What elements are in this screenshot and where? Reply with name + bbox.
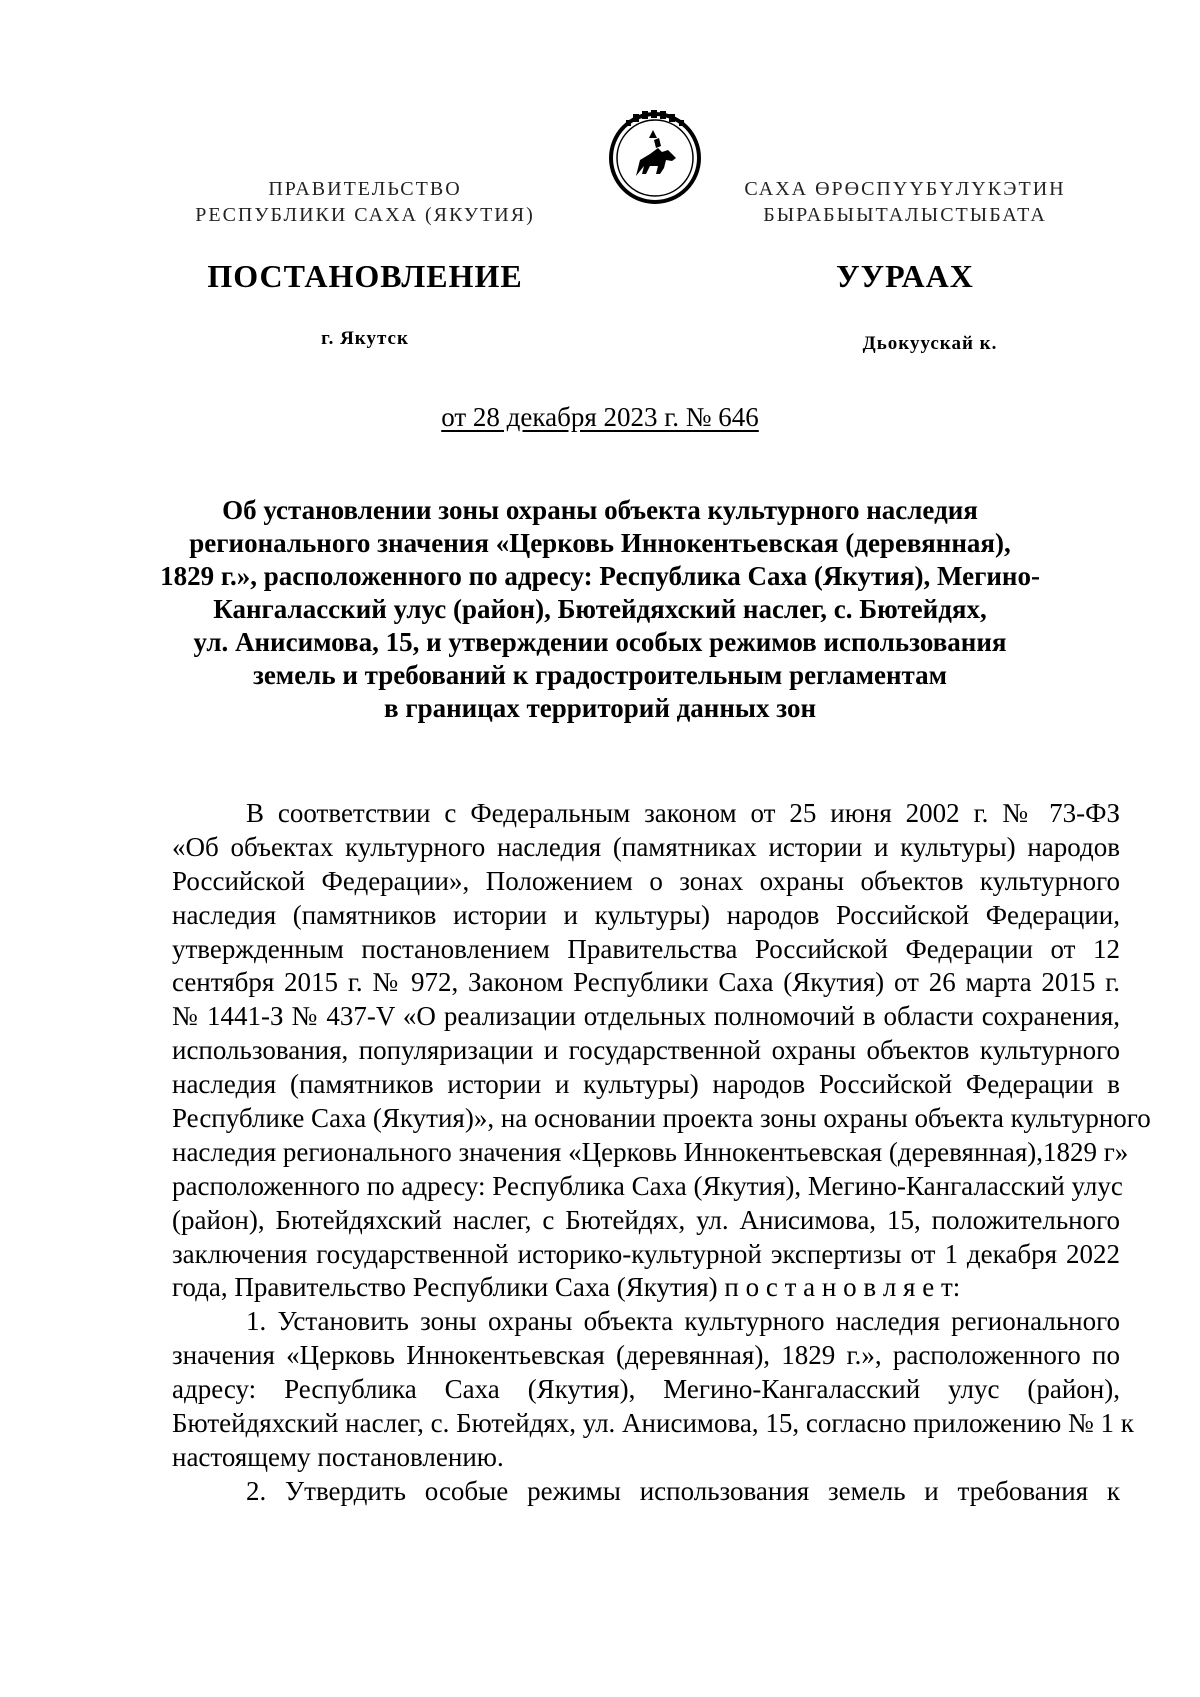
body-line: адресу: Республика Саха (Якутия), Мегино-Кангаласский улус (район), [172, 1374, 1120, 1405]
body-line: расположенного по адресу: Республика Саха (Якутия), Мегино-Кангаласский улус [172, 1170, 1123, 1201]
body-line: значения «Церковь Иннокентьевская (деревянная), 1829 г.», расположенного по [172, 1340, 1120, 1371]
header-left [170, 176, 560, 228]
body-line: сентября 2015 г. № 972, Законом Республики Саха (Якутия) от 26 марта 2015 г. [172, 967, 1120, 998]
header-right [690, 176, 1120, 228]
title-line: Об установлении зоны охраны объекта культурного наследия [222, 495, 978, 525]
body-line: 2. Утвердить особые режимы использования земель и требования к [246, 1475, 1120, 1506]
body-line: утвержденным постановлением Правительства Российской Федерации от 12 [172, 933, 1120, 964]
title-line: Кангаласский улус (район), Бютейдяхский наслег, с. Бютейдях, [213, 594, 987, 624]
body-line: 1. Установить зоны охраны объекта культурного наследия регионального [246, 1306, 1120, 1337]
body-line: года, Правительство Республики Саха (Якутия) п о с т а н о в л я е т: [172, 1272, 961, 1303]
document-date-number [170, 402, 1030, 433]
body-line: наследия (памятников истории и культуры) народов Российской Федерации, [172, 899, 1120, 930]
header-left-line1: ПРАВИТЕЛЬСТВО [268, 178, 462, 200]
city-russian: г. Якутск [321, 328, 409, 349]
body-line: Республике Саха (Якутия)», на основании проекта зоны охраны объекта культурного [172, 1103, 1151, 1134]
doc-type-yakut: УУРААХ [836, 258, 974, 294]
body-line: № 1441-З № 437-V «О реализации отдельных полномочий в области сохранения, [172, 1001, 1120, 1032]
body-line: использования, популяризации и государственной охраны объектов культурного [172, 1035, 1120, 1066]
document-title [160, 494, 1040, 725]
body-line: Российской Федерации», Положением о зонах охраны объектов культурного [172, 865, 1120, 896]
body-line: (район), Бютейдяхский наслег, с Бютейдях, ул. Анисимова, 15, положительного [172, 1204, 1120, 1235]
body-line: настоящему постановлению. [172, 1441, 504, 1472]
body-line: «Об объектах культурного наследия (памятниках истории и культуры) народов [172, 831, 1120, 862]
date-line-text: от 28 декабря 2023 г. № 646 [441, 402, 759, 432]
body-line: Бютейдяхский наслег, с. Бютейдях, ул. Анисимова, 15, согласно приложению № 1 к [172, 1408, 1134, 1439]
title-line: в границах территорий данных зон [384, 693, 816, 723]
title-line: 1829 г.», расположенного по адресу: Республика Саха (Якутия), Мегино- [160, 561, 1040, 591]
title-line: земель и требований к градостроительным регламентам [252, 660, 948, 690]
header-right-line1: САХА ӨРӨСПҮҮБҮЛҮКЭТИН [744, 178, 1066, 200]
body-line: В соответствии с Федеральным законом от 25 июня 2002 г. № 73-ФЗ [246, 798, 1120, 828]
body-line: наследия (памятников истории и культуры) народов Российской Федерации в [172, 1069, 1120, 1100]
header-left-line2: РЕСПУБЛИКИ САХА (ЯКУТИЯ) [195, 204, 535, 226]
document-body [172, 797, 1151, 1509]
doc-type-russian: ПОСТАНОВЛЕНИЕ [207, 258, 523, 294]
city-yakut: Дьокуускай к. [862, 333, 998, 354]
title-line: регионального значения «Церковь Иннокентьевская (деревянная), [189, 528, 1011, 558]
body-line: заключения государственной историко-культурной экспертизы от 1 декабря 2022 [172, 1238, 1120, 1269]
header-right-line2: БЫРАБЫЫТАЛЫСТЫБАТА [763, 204, 1047, 226]
title-line: ул. Анисимова, 15, и утверждении особых режимов использования [193, 627, 1007, 657]
body-line: наследия регионального значения «Церковь Иннокентьевская (деревянная),1829 г» [172, 1136, 1129, 1167]
